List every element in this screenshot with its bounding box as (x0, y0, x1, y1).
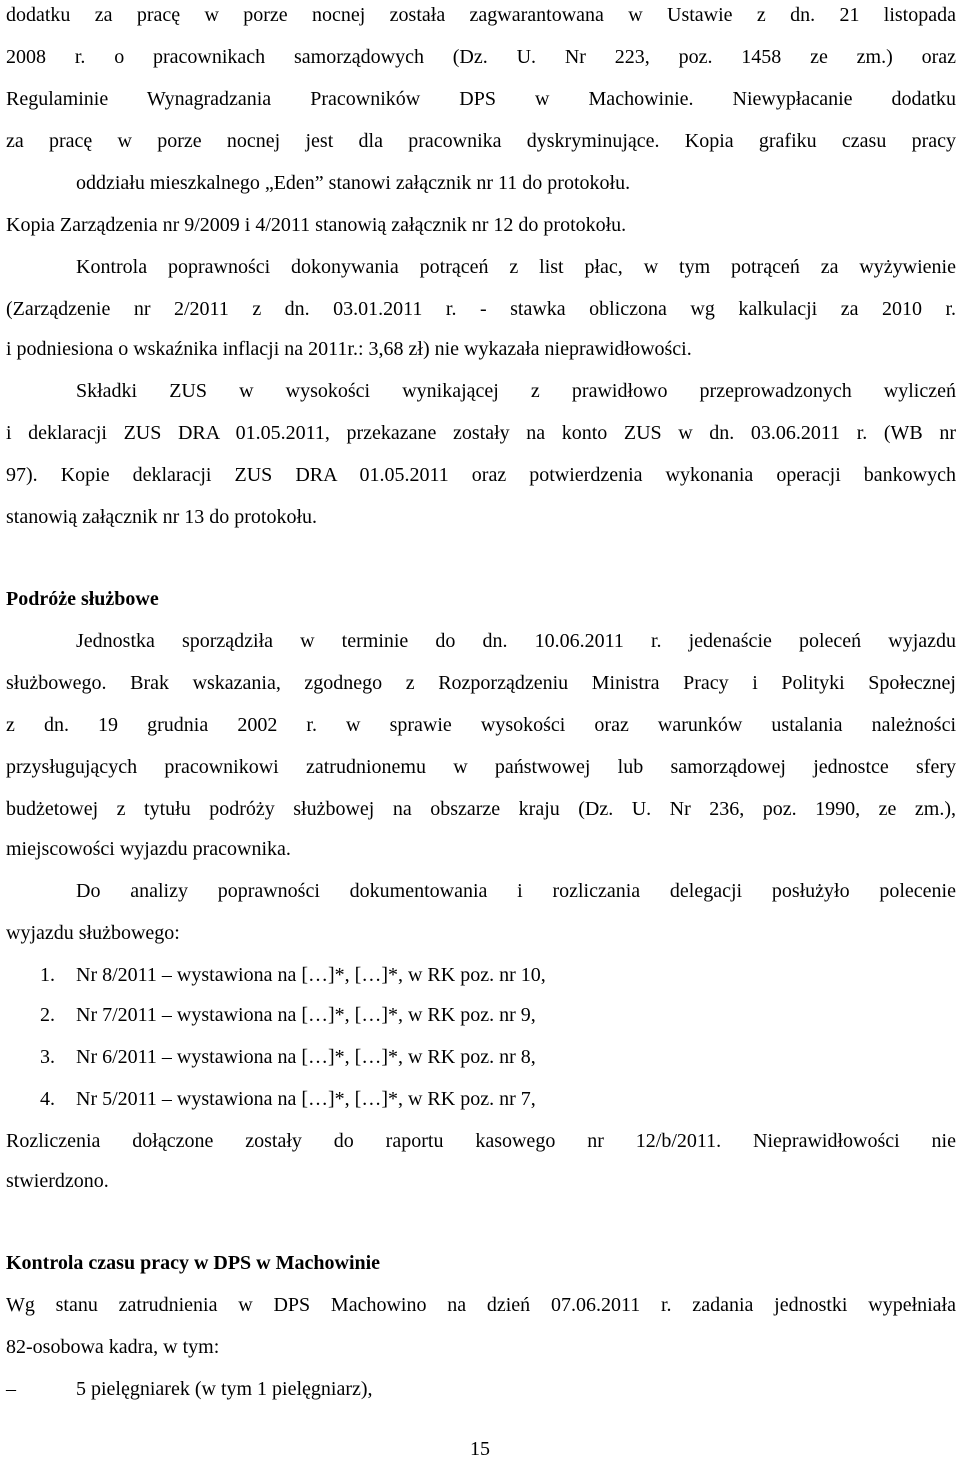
list-item-text: Nr 8/2011 – wystawiona na […]*, […]*, w RK poz. nr 10, (76, 964, 546, 986)
section-heading-business-trips: Podróże służbowe (6, 588, 159, 610)
section-heading-work-time-control: Kontrola czasu pracy w DPS w Machowinie (6, 1252, 381, 1274)
text-line: stwierdzono. (6, 1170, 109, 1192)
page-number: 15 (470, 1438, 490, 1460)
text-line: Kopia Zarządzenia nr 9/2009 i 4/2011 stanowią załącznik nr 12 do protokołu. (6, 214, 627, 236)
text-line: z dn. 19 grudnia 2002 r. w sprawie wysokości oraz warunków ustalania należności (6, 714, 956, 736)
text-line: 97). Kopie deklaracji ZUS DRA 01.05.2011 oraz potwierdzenia wykonania operacji bankowych (6, 464, 956, 486)
text-line: Rozliczenia dołączone zostały do raportu kasowego nr 12/b/2011. Nieprawidłowości nie (6, 1130, 956, 1152)
list-item-number: 1. (40, 964, 55, 986)
dash-bullet: – (6, 1378, 16, 1400)
text-line: 82-osobowa kadra, w tym: (6, 1336, 220, 1358)
list-item-text: Nr 6/2011 – wystawiona na […]*, […]*, w RK poz. nr 8, (76, 1046, 536, 1068)
dash-list-item-text: 5 pielęgniarek (w tym 1 pielęgniarz), (76, 1378, 373, 1400)
list-item-text: Nr 5/2011 – wystawiona na […]*, […]*, w RK poz. nr 7, (76, 1088, 536, 1110)
text-line: wyjazdu służbowego: (6, 922, 180, 944)
text-line: oddziału mieszkalnego „Eden” stanowi załącznik nr 11 do protokołu. (76, 172, 631, 194)
text-line: dodatku za pracę w porze nocnej została zagwarantowana w Ustawie z dn. 21 listopada (6, 4, 956, 26)
text-line: miejscowości wyjazdu pracownika. (6, 838, 291, 860)
text-line: służbowego. Brak wskazania, zgodnego z Rozporządzeniu Ministra Pracy i Polityki Społecznej (6, 672, 956, 694)
text-line: Kontrola poprawności dokonywania potrąceń z list płac, w tym potrąceń za wyżywienie (76, 256, 956, 278)
list-item-number: 2. (40, 1004, 55, 1026)
list-item-number: 4. (40, 1088, 55, 1110)
text-line: Wg stanu zatrudnienia w DPS Machowino na dzień 07.06.2011 r. zadania jednostki wypełniała (6, 1294, 956, 1316)
text-line: za pracę w porze nocnej jest dla pracownika dyskryminujące. Kopia grafiku czasu pracy (6, 130, 956, 152)
text-line: i podniesiona o wskaźnika inflacji na 2011r.: 3,68 zł) nie wykazała nieprawidłowości. (6, 338, 692, 360)
list-item-number: 3. (40, 1046, 55, 1068)
text-line: i deklaracji ZUS DRA 01.05.2011, przekazane zostały na konto ZUS w dn. 03.06.2011 r. (WB nr (6, 422, 956, 444)
text-line: Do analizy poprawności dokumentowania i rozliczania delegacji posłużyło polecenie (76, 880, 956, 902)
text-line: Jednostka sporządziła w terminie do dn. 10.06.2011 r. jedenaście poleceń wyjazdu (76, 630, 956, 652)
text-line: Składki ZUS w wysokości wynikającej z prawidłowo przeprowadzonych wyliczeń (76, 380, 956, 402)
text-line: budżetowej z tytułu podróży służbowej na obszarze kraju (Dz. U. Nr 236, poz. 1990, ze zm.), (6, 798, 956, 820)
list-item-text: Nr 7/2011 – wystawiona na […]*, […]*, w RK poz. nr 9, (76, 1004, 536, 1026)
text-line: przysługujących pracownikowi zatrudnionemu w państwowej lub samorządowej jednostce sfery (6, 756, 956, 778)
text-line: stanowią załącznik nr 13 do protokołu. (6, 506, 318, 528)
text-line: (Zarządzenie nr 2/2011 z dn. 03.01.2011 r. - stawka obliczona wg kalkulacji za 2010 r. (6, 298, 956, 320)
text-line: 2008 r. o pracownikach samorządowych (Dz. U. Nr 223, poz. 1458 ze zm.) oraz (6, 46, 956, 68)
text-line: Regulaminie Wynagradzania Pracowników DPS w Machowinie. Niewypłacanie dodatku (6, 88, 956, 110)
